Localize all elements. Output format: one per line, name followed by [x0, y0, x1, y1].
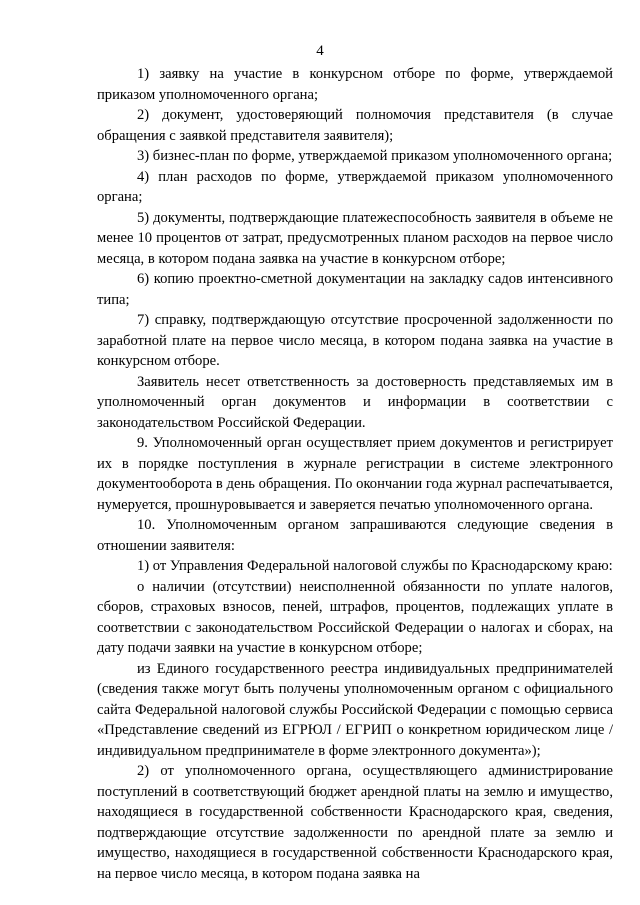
- paragraph-item-4: 4) план расходов по форме, утверждаемой приказом уполномоченного органа;: [97, 168, 613, 205]
- paragraph-clause-10: 10. Уполномоченным органом запрашиваются следующие сведения в отношении заявителя:: [97, 517, 613, 554]
- paragraph-item-5: 5) документы, подтверждающие платежеспособность заявителя в объеме не менее 10 процентов от затрат, предусмотренных планом расходов на первое число месяца, в котором подана заявка на участие в конкурсном отборе;: [97, 209, 613, 267]
- paragraph-item-1: 1) заявку на участие в конкурсном отборе по форме, утверждаемой приказом уполномоченного органа;: [97, 66, 613, 103]
- paragraph-item-2: 2) документ, удостоверяющий полномочия представителя (в случае обращения с заявкой представителя заявителя);: [97, 107, 613, 144]
- paragraph-clause-10-item-1: 1) от Управления Федеральной налоговой службы по Краснодарскому краю:: [137, 558, 613, 574]
- paragraph-item-3: 3) бизнес-план по форме, утверждаемой приказом уполномоченного органа;: [137, 148, 613, 164]
- page-number: 4: [316, 43, 324, 59]
- paragraph-clause-10-item-2: 2) от уполномоченного органа, осуществляющего администрирование поступлений в соответствующий бюджет арендной платы на землю и имущество, находящиеся в государственной собственности Краснодарского края, сведения, подтверждающие отсутствие задолженности по арендной плате за землю и имущество, находящиеся в государственной собственности Краснодарского края, на первое число месяца, в котором подана заявка на: [97, 763, 613, 882]
- paragraph-egrip-registry: из Единого государственного реестра индивидуальных предпринимателей (сведения также могут быть получены уполномоченным органом с официального сайта Федеральной налоговой службы Российской Федерации с помощью сервиса «Представление сведений из ЕГРЮЛ / ЕГРИП о конкретном юридическом лице / индивидуальном предпринимателе в форме электронного документа»);: [97, 660, 613, 759]
- paragraph-applicant-responsibility: Заявитель несет ответственность за достоверность представляемых им в уполномоченный орган документов и информации в соответствии с законодательством Российской Федерации.: [97, 373, 613, 431]
- paragraph-item-7: 7) справку, подтверждающую отсутствие просроченной задолженности по заработной плате на первое число месяца, в котором подана заявка на участие в конкурсном отборе.: [97, 312, 613, 369]
- paragraph-item-6: 6) копию проектно-сметной документации на закладку садов интенсивного типа;: [97, 271, 613, 308]
- document-body: [97, 64, 613, 884]
- paragraph-tax-obligations: о наличии (отсутствии) неисполненной обязанности по уплате налогов, сборов, страховых взносов, пеней, штрафов, процентов, подлежащих уплате в соответствии с законодательством Российской Федерации о налогах и сборах, на дату подачи заявки на участие в конкурсном отборе;: [97, 578, 613, 656]
- paragraph-clause-9: 9. Уполномоченный орган осуществляет прием документов и регистрирует их в порядке поступления в журнале регистрации в системе электронного документооборота в день обращения. По окончании года журнал распечатывается, нумеруется, прошнуровывается и заверяется печатью уполномоченного органа.: [97, 435, 613, 513]
